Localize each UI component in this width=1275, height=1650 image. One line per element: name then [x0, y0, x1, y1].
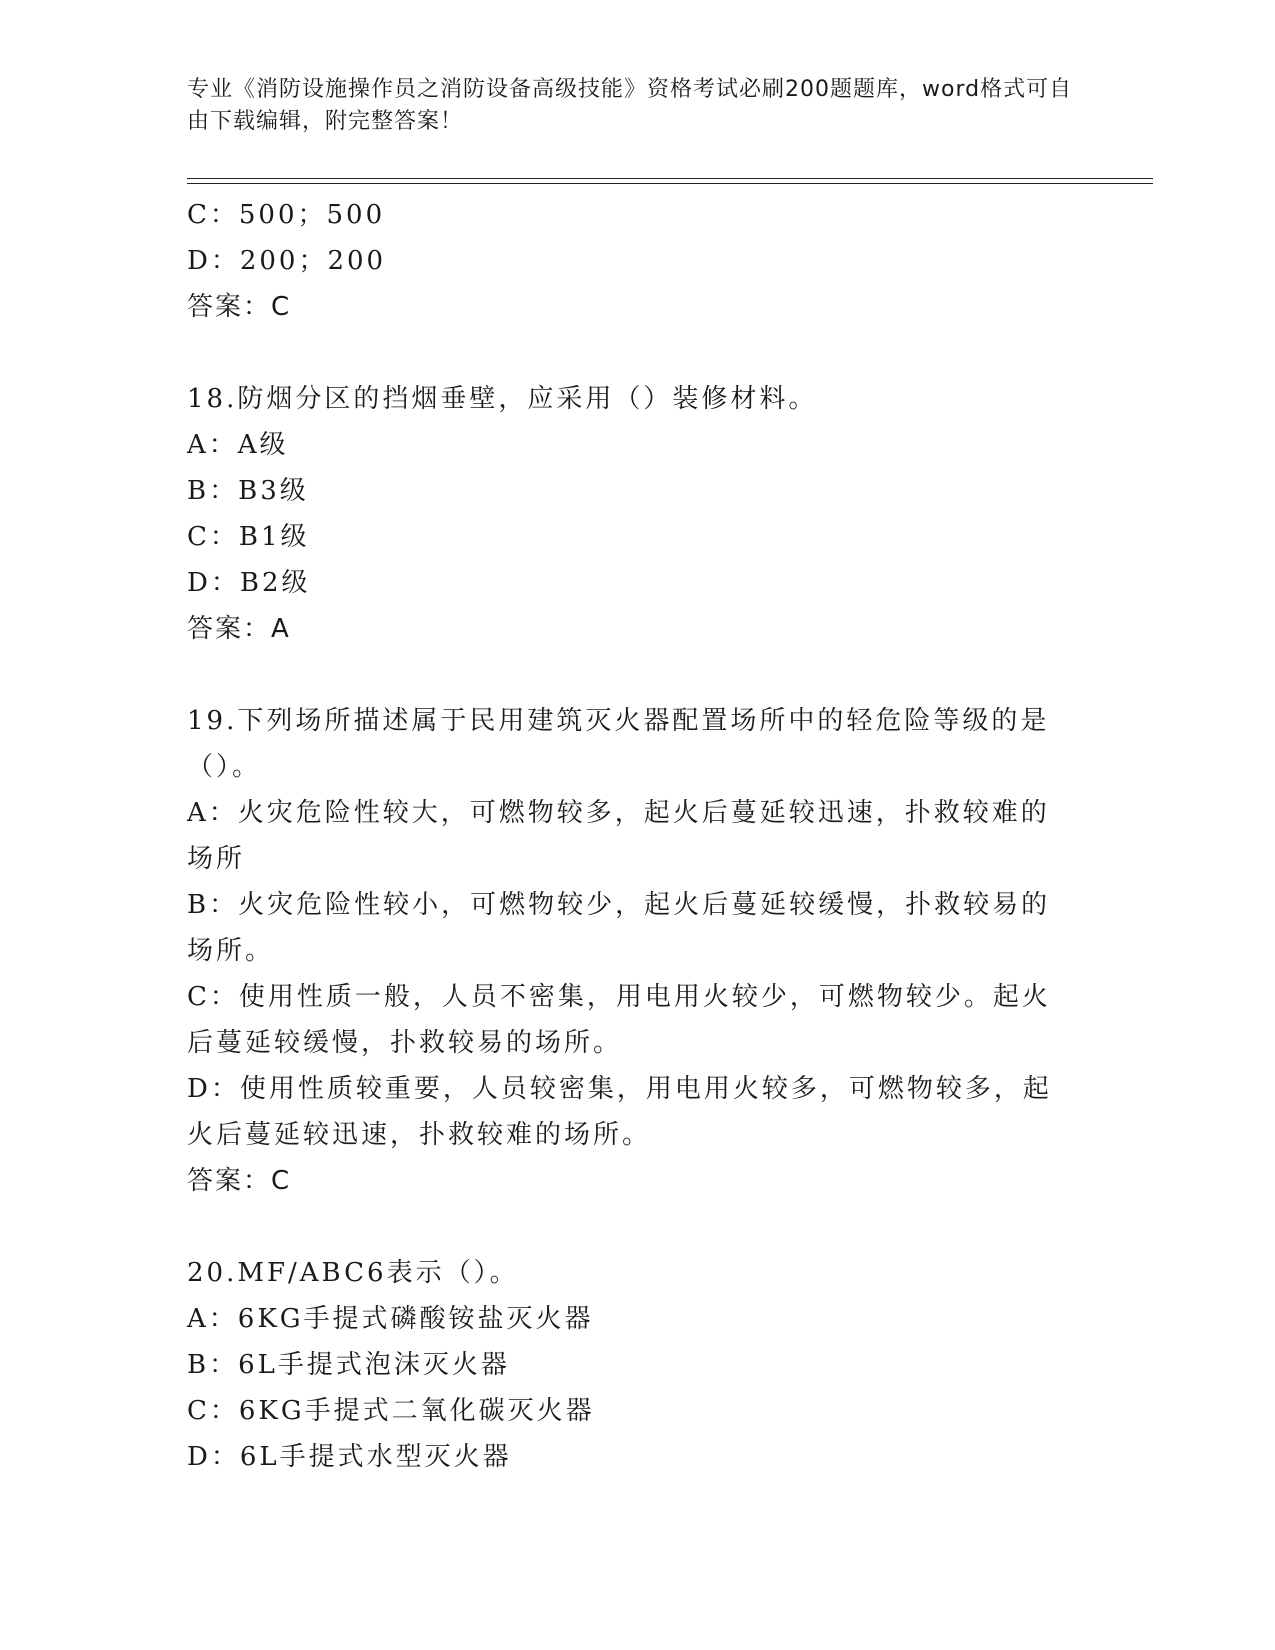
question-title: 20.MF/ABC6表示（）。 — [187, 1258, 519, 1288]
option-c: C：使用性质一般，人员不密集，用电用火较少，可燃物较少。起火后蔓延较缓慢，扑救较易的场所。 — [187, 982, 1051, 1058]
question-title: 18.防烟分区的挡烟垂壁，应采用（）装修材料。 — [187, 384, 818, 414]
document-body — [187, 192, 1067, 1480]
option-a: A：6KG手提式磷酸铵盐灭火器 — [187, 1304, 594, 1334]
question-19 — [187, 698, 1067, 1204]
option-b: B：B3级 — [187, 476, 309, 506]
option-b: B：6L手提式泡沫灭火器 — [187, 1350, 510, 1380]
option-c: C：B1级 — [187, 522, 310, 552]
question-18 — [187, 376, 1067, 652]
option-c: C：6KG手提式二氧化碳灭火器 — [187, 1396, 595, 1426]
spacer — [187, 1204, 1067, 1250]
option-c: C：500；500 — [187, 200, 386, 230]
header-rule-top — [187, 178, 1153, 179]
option-a: A：火灾危险性较大，可燃物较多，起火后蔓延较迅速，扑救较难的场所 — [187, 798, 1050, 874]
spacer — [187, 330, 1067, 376]
answer-line: 答案：A — [187, 614, 291, 644]
question-title: 19.下列场所描述属于民用建筑灭火器配置场所中的轻危险等级的是（）。 — [187, 706, 1050, 782]
option-d: D：B2级 — [187, 568, 311, 598]
question-17-tail — [187, 192, 1067, 330]
question-20 — [187, 1250, 1067, 1480]
option-b: B：火灾危险性较小，可燃物较少，起火后蔓延较缓慢，扑救较易的场所。 — [187, 890, 1051, 966]
answer-line: 答案：C — [187, 292, 292, 322]
option-a: A：A级 — [187, 430, 289, 460]
document-header: 专业《消防设施操作员之消防设备高级技能》资格考试必刷200题题库，word格式可自由下载编辑，附完整答案！ — [187, 77, 1073, 134]
option-d: D：6L手提式水型灭火器 — [187, 1442, 512, 1472]
answer-line: 答案：C — [187, 1166, 292, 1196]
spacer — [187, 652, 1067, 698]
option-d: D：使用性质较重要，人员较密集，用电用火较多，可燃物较多，起火后蔓延较迅速，扑救较难的场所。 — [187, 1074, 1052, 1150]
header-rule-bottom — [187, 183, 1153, 184]
option-d: D：200；200 — [187, 246, 387, 276]
